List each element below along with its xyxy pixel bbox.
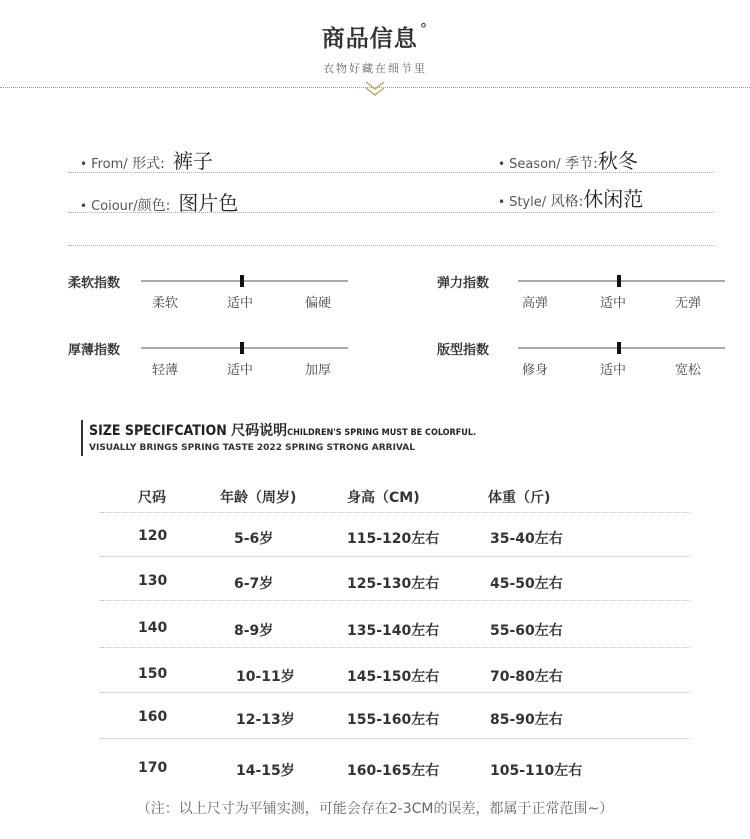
bullet-icon: • [498,157,506,171]
slider-option: 适中 [227,296,254,311]
page-subtitle: 衣物好藏在细节里 [323,62,427,75]
table-divider [100,600,690,601]
table-cell: 55-60左右 [490,623,563,639]
bullet-icon: • [498,195,506,209]
colour-value: 图片色 [178,191,239,215]
info-style [498,183,643,212]
info-divider [68,245,714,246]
slider-option: 柔软 [152,296,179,311]
form-value: 裤子 [172,149,213,173]
slider-option: 宽松 [675,363,702,378]
slider-option: 高弹 [522,296,549,311]
table-header: 尺码 [138,490,166,506]
size-subline: VISUALLY BRINGS SPRING TASTE 2022 SPRING STRONG ARRIVAL [89,443,415,453]
table-cell: 35-40左右 [490,531,563,547]
bullet-icon: • [80,199,88,213]
chevron-down-icon [363,80,387,98]
table-divider [100,647,690,648]
title-text: 商品信息 [321,26,418,52]
season-value: 秋冬 [597,149,638,173]
table-cell: 125-130左右 [347,576,440,592]
info-divider [68,172,714,173]
table-cell: 105-110左右 [490,763,583,779]
slider-option: 无弹 [675,296,702,311]
info-form [80,145,213,174]
slider-label: 弹力指数 [437,276,490,291]
table-cell: 70-80左右 [490,669,563,685]
table-divider [100,512,690,513]
table-cell: 140 [138,620,168,636]
slider-label: 版型指数 [437,343,490,358]
table-cell: 5-6岁 [234,531,274,547]
colour-label-cn: 颜色: [137,198,171,214]
table-cell: 6-7岁 [234,576,274,592]
table-cell: 12-13岁 [236,712,295,728]
table-cell: 85-90左右 [490,712,563,728]
size-tagline: CHILDREN'S SPRING MUST BE COLORFUL. [287,428,477,438]
table-cell: 160-165左右 [347,763,440,779]
season-label-cn: 季节: [565,156,598,172]
table-header: 身高（CM) [347,490,420,506]
table-cell: 14-15岁 [236,763,295,779]
table-cell: 150 [138,666,168,682]
slider-marker [617,342,621,354]
season-label-en: Season/ [509,157,561,172]
style-label-cn: 风格: [550,194,584,210]
page-title [0,20,750,53]
slider-marker [617,275,621,287]
title-mark: ° [419,20,429,38]
size-title-en: SIZE SPECIFCATION [89,423,227,439]
table-header: 年龄（周岁) [220,490,297,506]
table-cell: 115-120左右 [347,531,440,547]
slider-marker [240,275,244,287]
slider-track [141,280,348,282]
form-label-en: From/ [91,157,128,172]
table-cell: 170 [138,760,168,776]
info-divider [68,212,714,213]
table-cell: 160 [138,709,168,725]
form-label-cn: 形式: [132,156,165,172]
slider-label: 柔软指数 [68,276,121,291]
table-cell: 130 [138,573,168,589]
table-header: 体重（斤) [488,490,551,506]
slider-option: 轻薄 [152,363,179,378]
table-cell: 45-50左右 [490,576,563,592]
slider-marker [240,342,244,354]
footnote: （注：以上尺寸为平铺实测，可能会存在2-3CM的误差，都属于正常范围~） [136,801,614,817]
table-cell: 135-140左右 [347,623,440,639]
info-season [498,145,638,174]
slider-option: 加厚 [305,363,332,378]
bullet-icon: • [80,157,88,171]
table-cell: 8-9岁 [234,623,274,639]
slider-option: 适中 [600,363,627,378]
table-divider [100,692,690,693]
table-cell: 155-160左右 [347,712,440,728]
size-accent-bar [81,420,83,456]
table-cell: 120 [138,528,168,544]
table-divider [100,738,690,739]
slider-track [518,280,725,282]
slider-track [518,347,725,349]
slider-option: 适中 [227,363,254,378]
slider-option: 偏硬 [305,296,332,311]
size-title [89,420,476,440]
style-value: 休闲范 [583,187,644,211]
style-label-en: Style/ [509,195,547,210]
colour-label-en: Coiour/ [91,199,138,214]
table-cell: 145-150左右 [347,669,440,685]
table-cell: 10-11岁 [236,669,295,685]
slider-track [141,347,348,349]
slider-option: 修身 [522,363,549,378]
table-divider [100,556,690,557]
slider-label: 厚薄指数 [68,343,121,358]
size-title-cn: 尺码说明 [231,423,288,439]
slider-option: 适中 [600,296,627,311]
